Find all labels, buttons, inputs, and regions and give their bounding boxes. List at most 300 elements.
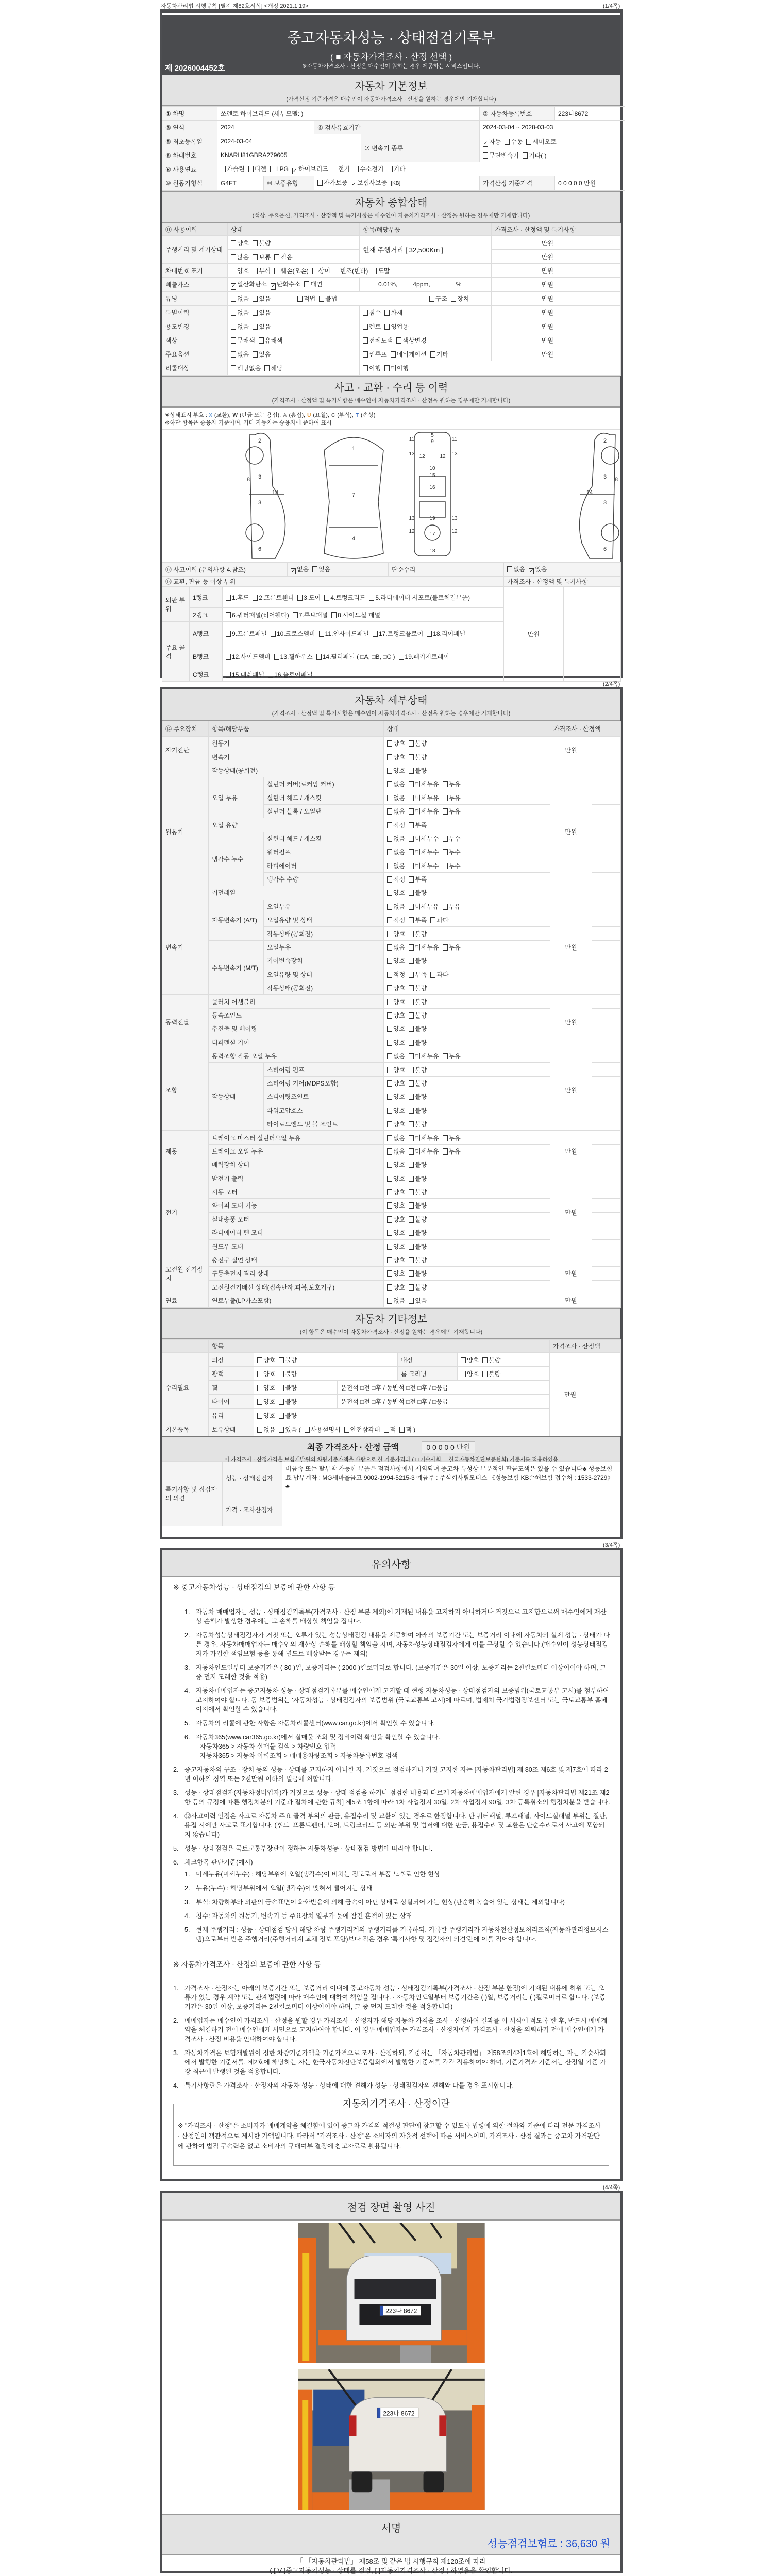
checkbox-option[interactable] [387, 1283, 405, 1292]
checkbox-option[interactable] [279, 1397, 297, 1406]
checkbox-option[interactable] [253, 308, 271, 317]
checkbox-option[interactable] [274, 266, 308, 275]
legend-meaning: (교환), [214, 412, 231, 418]
price-unit: 만원 [492, 347, 557, 361]
note-cell[interactable] [592, 832, 621, 845]
note-cell[interactable] [592, 777, 621, 791]
checkbox-option[interactable] [257, 1355, 275, 1364]
checkbox-icon [482, 1357, 488, 1363]
checkbox-option[interactable] [443, 807, 461, 816]
checkbox-option[interactable] [461, 1369, 479, 1378]
note-cell[interactable] [592, 1131, 621, 1144]
checkbox-option[interactable] [409, 861, 439, 870]
checkbox-option[interactable] [319, 629, 369, 638]
checkbox-option[interactable] [429, 294, 447, 303]
note-item [184, 1631, 610, 1658]
checkbox-option[interactable] [384, 322, 409, 331]
checkbox-option[interactable] [248, 164, 266, 173]
car-side-outline [246, 433, 285, 558]
checkbox-option[interactable] [409, 970, 427, 979]
item-label: 파워고압호스 [264, 1104, 384, 1117]
checkbox-option[interactable] [409, 956, 427, 965]
note-cell[interactable] [592, 1226, 621, 1240]
checkbox-option[interactable] [427, 629, 465, 638]
checkbox-option[interactable] [304, 280, 322, 289]
checkbox-icon [387, 1026, 392, 1032]
note-cell[interactable] [557, 347, 621, 361]
checkbox-option[interactable] [297, 593, 321, 602]
checkbox-option[interactable] [231, 308, 249, 317]
checkbox-option[interactable] [363, 364, 381, 372]
checkbox-option[interactable] [409, 1188, 427, 1196]
checkbox-option[interactable] [384, 1425, 396, 1434]
note-cell[interactable] [592, 764, 621, 777]
checkbox-option[interactable] [409, 1242, 427, 1251]
checkbox-option[interactable] [387, 1011, 405, 1020]
note-cell[interactable] [592, 954, 621, 968]
option-label: 불량 [285, 1412, 297, 1419]
checkbox-option[interactable] [264, 364, 282, 372]
checkbox-option[interactable] [387, 779, 405, 788]
checkbox-option[interactable] [387, 1201, 405, 1210]
checkbox-option[interactable] [305, 1425, 341, 1434]
option-label: 14.필러패널 ( □A, □B, □C ) [322, 653, 395, 660]
checkbox-option[interactable] [271, 629, 315, 638]
checkbox-option[interactable] [523, 151, 547, 160]
checkbox-option[interactable] [387, 1024, 405, 1033]
checkbox-option[interactable] [409, 848, 439, 856]
note-cell[interactable] [592, 1185, 621, 1198]
checkbox-option[interactable] [268, 670, 313, 679]
checkbox-option[interactable] [257, 1397, 275, 1406]
checkbox-option[interactable] [231, 266, 249, 275]
checkbox-option[interactable] [332, 164, 350, 173]
checkbox-option[interactable] [409, 875, 427, 884]
checkbox-option[interactable] [274, 652, 313, 661]
note-cell[interactable] [592, 940, 621, 954]
price-note-label: 가격조사 · 산정액 및 특기사항 [504, 577, 621, 587]
checkbox-option[interactable] [387, 753, 405, 761]
checkbox-option[interactable] [231, 322, 249, 331]
note-cell[interactable] [592, 818, 621, 832]
checkbox-option[interactable] [270, 165, 289, 173]
checkbox-option[interactable] [483, 137, 501, 147]
checkbox-icon [259, 337, 264, 344]
wheel-icon [246, 447, 263, 464]
checkbox-option[interactable] [387, 1092, 405, 1101]
checkbox-option[interactable] [387, 929, 405, 938]
note-cell[interactable] [592, 1117, 621, 1130]
checkbox-option[interactable] [387, 739, 405, 748]
note-cell[interactable] [592, 1008, 621, 1022]
checkbox-option[interactable] [369, 593, 470, 602]
note-cell[interactable] [592, 1172, 621, 1185]
note-cell[interactable] [592, 804, 621, 818]
checkbox-option[interactable] [505, 137, 523, 146]
checkbox-option[interactable] [387, 1038, 405, 1047]
status-options [384, 927, 550, 940]
checkbox-option[interactable] [279, 1369, 297, 1378]
checkbox-option[interactable] [409, 1201, 427, 1210]
checkbox-option[interactable] [253, 239, 271, 247]
plate-text: 223나 8672 [382, 2410, 414, 2417]
checkbox-option[interactable] [319, 294, 337, 303]
option-label: 불량 [415, 1202, 427, 1210]
note-cell[interactable] [592, 886, 621, 900]
checkbox-option[interactable] [387, 1065, 405, 1074]
checkbox-option[interactable] [316, 652, 395, 661]
checkbox-option[interactable] [271, 280, 300, 290]
checkbox-option[interactable] [363, 350, 387, 359]
checkbox-option[interactable] [443, 902, 461, 911]
checkbox-option[interactable] [409, 1215, 427, 1224]
checkbox-option[interactable] [482, 1355, 500, 1364]
note-cell[interactable] [592, 1253, 621, 1266]
checkbox-option[interactable] [443, 1133, 461, 1142]
checkbox-option[interactable] [409, 766, 427, 775]
note-cell[interactable] [592, 750, 621, 764]
note-cell[interactable] [592, 1199, 621, 1212]
checkbox-option[interactable] [387, 1079, 405, 1088]
note-cell[interactable] [592, 1280, 621, 1294]
checkbox-option[interactable] [363, 308, 381, 317]
checkbox-option[interactable] [409, 1065, 427, 1074]
checkbox-option[interactable] [399, 1425, 415, 1434]
checkbox-option[interactable] [443, 943, 461, 952]
checkbox-option[interactable] [443, 1147, 461, 1156]
checkbox-option[interactable] [231, 239, 249, 247]
checkbox-option[interactable] [387, 1052, 405, 1060]
checkbox-option[interactable] [279, 1383, 297, 1392]
checkbox-option[interactable] [409, 1038, 427, 1047]
note-cell[interactable] [592, 791, 621, 804]
checkbox-option[interactable] [324, 593, 365, 602]
status-options [384, 954, 550, 968]
checkbox-option[interactable] [483, 151, 519, 160]
price-unit: 만원 [550, 764, 592, 900]
checkbox-option[interactable] [279, 1425, 301, 1434]
checkbox-option[interactable] [409, 1160, 427, 1169]
checkbox-option[interactable] [226, 611, 289, 619]
checkbox-option[interactable] [387, 1269, 405, 1278]
checkbox-option[interactable] [409, 1024, 427, 1033]
option-label: 양호 [393, 1025, 406, 1033]
checkbox-option[interactable] [409, 984, 427, 992]
part-number: 8 [614, 477, 618, 483]
checkbox-option[interactable] [387, 916, 405, 924]
note-cell[interactable] [592, 872, 621, 886]
checkbox-option[interactable] [297, 294, 315, 303]
note-cell[interactable] [592, 1049, 621, 1062]
checkbox-option[interactable] [430, 350, 448, 359]
checkbox-option[interactable] [257, 1411, 275, 1420]
checkbox-option[interactable] [372, 266, 390, 275]
note-text: 가격조사 · 산정자는 아래의 보증기간 또는 보증거리 이내에 중고자동차 성능 · 상태점검기록부(가격조사 · 산정 부분 한정)에 기재된 내용에 허위 또는 오류가 있는 경우 계약 또는 관계법령에 따라 매수인에 대하여 책임을 집니다. · 자동차인도일부터 보증기간은 ( )일, 보증거리는 ( )킬로미터로 합니다. (보증기간은 30일 이상, 보증거리는 2천킬로미터 이상이어야 하며, 그 중 먼저 도래한 것을 적용합니다) [184, 1985, 606, 2010]
note-cell[interactable] [557, 319, 621, 333]
checkbox-option[interactable] [231, 364, 261, 372]
checkbox-option[interactable] [387, 834, 405, 843]
checkbox-option[interactable] [231, 252, 249, 261]
checkbox-option[interactable] [221, 164, 245, 173]
checkbox-option[interactable] [396, 336, 426, 345]
note-cell[interactable] [557, 250, 621, 264]
checkbox-option[interactable] [388, 164, 406, 173]
checkbox-option[interactable] [312, 565, 330, 573]
checkbox-option[interactable] [387, 943, 405, 952]
note-cell[interactable] [557, 306, 621, 319]
item-label: 스티어링조인트 [264, 1090, 384, 1104]
table-row [162, 1253, 621, 1266]
part-number: 3 [258, 500, 262, 506]
checkbox-option[interactable] [409, 916, 427, 924]
checkbox-option[interactable] [409, 834, 439, 843]
checkbox-icon [387, 768, 392, 774]
checkbox-option[interactable] [387, 766, 405, 775]
checkbox-option[interactable] [409, 1269, 427, 1278]
note-cell[interactable] [592, 859, 621, 872]
option-label: 양호 [393, 1012, 406, 1019]
option-label: 해당 [271, 365, 283, 372]
checkbox-option[interactable] [451, 294, 469, 303]
checkbox-option[interactable] [387, 997, 405, 1006]
note-cell[interactable] [592, 1090, 621, 1104]
checkbox-icon [387, 836, 392, 842]
checkbox-option[interactable] [293, 611, 328, 619]
note-cell[interactable] [592, 1076, 621, 1090]
checkbox-icon [387, 890, 392, 896]
note-item [184, 1897, 610, 1907]
note-cell[interactable] [591, 1353, 621, 1436]
checkbox-option[interactable] [409, 793, 439, 802]
checkbox-option[interactable] [387, 821, 405, 829]
checkbox-option[interactable] [231, 336, 255, 345]
note-cell[interactable] [557, 264, 621, 278]
checkbox-option[interactable] [373, 629, 423, 638]
note-cell[interactable] [592, 1158, 621, 1172]
appraiser-opinion[interactable] [282, 1494, 620, 1526]
checkbox-option[interactable] [409, 1174, 427, 1183]
checkbox-option[interactable] [387, 1242, 405, 1251]
checkbox-option[interactable] [387, 1106, 405, 1115]
note-cell[interactable] [592, 1104, 621, 1117]
checkbox-option[interactable] [257, 1425, 275, 1434]
note-cell[interactable] [557, 333, 621, 347]
checkbox-option[interactable] [253, 252, 271, 261]
checkbox-option[interactable] [409, 753, 427, 761]
checkbox-option[interactable] [399, 652, 449, 661]
checkbox-icon [279, 1385, 284, 1391]
checkbox-option[interactable] [226, 652, 271, 661]
checkbox-option[interactable] [279, 1355, 297, 1364]
checkbox-option[interactable] [387, 902, 405, 911]
note-cell[interactable] [592, 1063, 621, 1076]
checkbox-option[interactable] [409, 1011, 427, 1020]
checkbox-option[interactable] [387, 1215, 405, 1224]
checkbox-option[interactable] [226, 629, 267, 638]
main-option-types [360, 347, 492, 361]
tuning-legal-options [294, 292, 426, 306]
checkbox-option[interactable] [334, 266, 368, 275]
note-cell[interactable] [557, 292, 621, 306]
checkbox-option[interactable] [226, 670, 264, 679]
checkbox-option[interactable] [274, 252, 292, 261]
checkbox-option[interactable] [259, 336, 283, 345]
checkbox-option[interactable] [409, 807, 439, 816]
checkbox-option[interactable] [387, 1256, 405, 1264]
note-cell[interactable] [592, 995, 621, 1008]
checkbox-option[interactable] [409, 1256, 427, 1264]
checkbox-icon [226, 595, 231, 601]
checkbox-option[interactable] [409, 821, 427, 829]
note-cell[interactable] [592, 968, 621, 981]
checkbox-option[interactable] [409, 1296, 427, 1305]
option-label: 전체도색 [369, 336, 393, 344]
checkbox-option[interactable] [331, 611, 380, 619]
note-cell[interactable] [592, 1022, 621, 1036]
checkbox-option[interactable] [351, 178, 387, 188]
option-label: 양호 [393, 1189, 406, 1196]
note-cell[interactable] [592, 1267, 621, 1280]
checkbox-option[interactable] [526, 137, 556, 146]
note-cell[interactable] [592, 1212, 621, 1226]
checkbox-option[interactable] [387, 1296, 405, 1305]
checkbox-option[interactable] [253, 322, 271, 331]
checkbox-option[interactable] [387, 793, 405, 802]
checkbox-option[interactable] [387, 970, 405, 979]
note-cell[interactable] [592, 900, 621, 913]
checkbox-option[interactable] [387, 807, 405, 816]
checkbox-option[interactable] [409, 997, 427, 1006]
checkbox-option[interactable] [387, 861, 405, 870]
checkbox-option[interactable] [409, 1147, 439, 1156]
checkbox-option[interactable] [443, 779, 461, 788]
checkbox-option[interactable] [253, 350, 271, 359]
checkbox-icon [409, 754, 414, 760]
checkbox-option[interactable] [387, 1160, 405, 1169]
checkbox-option[interactable] [443, 848, 461, 856]
checkbox-option[interactable] [391, 350, 427, 359]
checkbox-option[interactable] [354, 164, 383, 173]
checkbox-option[interactable] [387, 1120, 405, 1128]
reg-number: 223나8672 [555, 107, 625, 121]
checkbox-icon [409, 958, 414, 964]
checkbox-option[interactable] [409, 1052, 439, 1060]
note-cell[interactable] [592, 845, 621, 859]
checkbox-option[interactable] [387, 848, 405, 856]
checkbox-option[interactable] [443, 793, 461, 802]
checkbox-option[interactable] [363, 322, 381, 331]
checkbox-option[interactable] [430, 970, 448, 979]
checkbox-option[interactable] [231, 280, 267, 290]
checkbox-option[interactable] [443, 861, 461, 870]
color-options [228, 333, 360, 347]
checkbox-option[interactable] [409, 779, 439, 788]
checkbox-option[interactable] [443, 834, 461, 843]
checkbox-option[interactable] [409, 929, 427, 938]
checkbox-option[interactable] [443, 1052, 461, 1060]
checkbox-option[interactable] [409, 1283, 427, 1292]
mileage-label: 주행거리 및 계기상태 [162, 236, 228, 264]
checkbox-option[interactable] [387, 1188, 405, 1196]
checkbox-option[interactable] [387, 875, 405, 884]
checkbox-option[interactable] [482, 1369, 500, 1378]
checkbox-option[interactable] [387, 1133, 405, 1142]
checkbox-option[interactable] [409, 1133, 439, 1142]
checkbox-option[interactable] [387, 984, 405, 992]
note-cell[interactable] [592, 981, 621, 995]
checkbox-option[interactable] [292, 164, 328, 174]
checkbox-option[interactable] [461, 1355, 479, 1364]
note-cell[interactable] [557, 278, 621, 292]
checkbox-option[interactable] [317, 178, 347, 187]
checkbox-option[interactable] [409, 1228, 427, 1237]
checkbox-option[interactable] [409, 1106, 427, 1115]
checkbox-option[interactable] [387, 888, 405, 897]
checkbox-option[interactable] [312, 266, 330, 275]
checkbox-option[interactable] [253, 294, 271, 303]
option-label: 누수 [448, 835, 461, 842]
item-label: 오일유량 및 상태 [264, 913, 384, 927]
checkbox-option[interactable] [387, 1147, 405, 1156]
checkbox-option[interactable] [409, 739, 427, 748]
part-number: 18 [429, 548, 435, 554]
note-cell[interactable] [592, 737, 621, 750]
option-label: 16.플로어패널 [274, 671, 313, 679]
note-cell[interactable] [592, 1144, 621, 1158]
note-cell[interactable] [592, 1036, 621, 1049]
checkbox-option[interactable] [529, 565, 547, 574]
checkbox-option[interactable] [409, 943, 439, 952]
checkbox-option[interactable] [387, 1174, 405, 1183]
checkbox-option[interactable] [231, 350, 249, 359]
checkbox-option[interactable] [344, 1425, 380, 1434]
checkbox-option[interactable] [409, 888, 427, 897]
note-cell[interactable] [557, 236, 621, 250]
first-reg-date: 2024-03-04 [217, 134, 361, 148]
checkbox-option[interactable] [291, 565, 309, 574]
note-cell[interactable] [592, 927, 621, 940]
checkbox-option[interactable] [409, 1120, 427, 1128]
note-cell[interactable] [592, 913, 621, 927]
checkbox-option[interactable] [257, 1383, 275, 1392]
checkbox-option[interactable] [430, 916, 448, 924]
form-reference: 자동차관리법 시행규칙 [별지 제82호서식] <개정 2021.1.19> [161, 3, 309, 9]
checkbox-option[interactable] [507, 565, 525, 573]
checkbox-option[interactable] [409, 1079, 427, 1088]
opinion-label: 특기사항 및 점검자의 의견 [162, 1462, 223, 1526]
note-cell[interactable] [592, 1240, 621, 1253]
checkbox-option[interactable] [387, 956, 405, 965]
checkbox-option[interactable] [257, 1369, 275, 1378]
checkbox-option[interactable] [279, 1411, 297, 1420]
checkbox-icon [507, 566, 512, 572]
checkbox-icon [274, 268, 279, 274]
note-cell[interactable] [592, 1294, 621, 1308]
checkbox-option[interactable] [363, 336, 393, 345]
wheel-icon [601, 524, 619, 541]
note-cell[interactable] [564, 587, 621, 682]
checkbox-option[interactable] [409, 902, 439, 911]
checkbox-option[interactable] [384, 308, 402, 317]
checkbox-option[interactable] [387, 1228, 405, 1237]
checkbox-option[interactable] [253, 266, 271, 275]
checkbox-option[interactable] [253, 593, 294, 602]
option-label: 불량 [415, 1229, 427, 1237]
checkbox-option[interactable] [384, 364, 409, 372]
checkbox-option[interactable] [226, 593, 249, 602]
checkbox-option[interactable] [231, 294, 249, 303]
checkbox-option[interactable] [409, 1092, 427, 1101]
